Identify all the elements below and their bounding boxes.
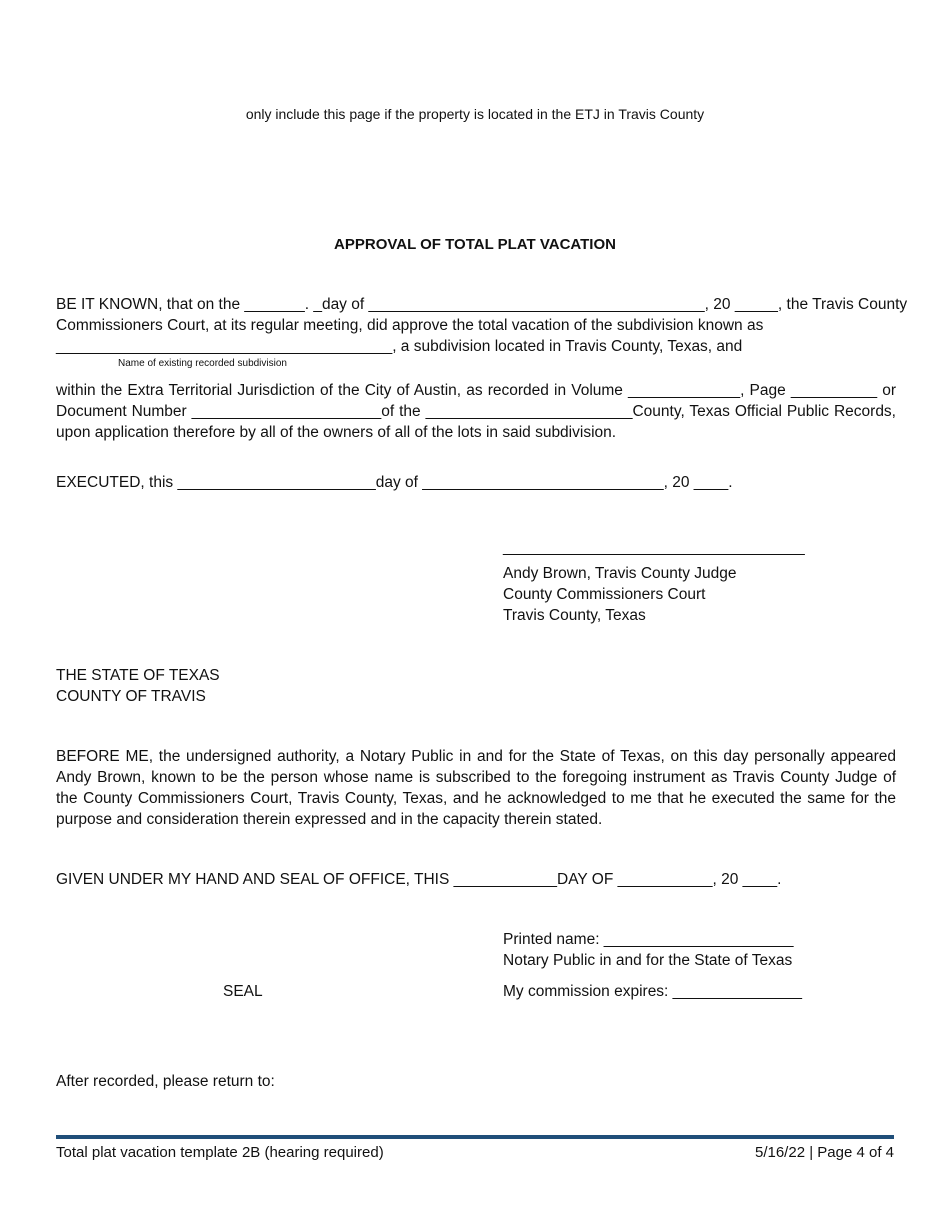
seal-label: SEAL (223, 983, 263, 1000)
given-under-line: GIVEN UNDER MY HAND AND SEAL OF OFFICE, THIS ____________DAY OF ___________, 20 ____. (56, 871, 782, 888)
notary-commission-expires: My commission expires: _______________ (503, 983, 802, 1000)
be-it-known-paragraph (56, 294, 908, 370)
be-it-known-line-1: BE IT KNOWN, that on the _______. _day of _______________________________________, 20 _____, the Travis County (56, 296, 908, 313)
footer-page-info: 5/16/22 | Page 4 of 4 (754, 1144, 894, 1161)
document-title: APPROVAL OF TOTAL PLAT VACATION (334, 236, 616, 253)
notary-printed-name: Printed name: ______________________ (503, 931, 794, 948)
be-it-known-line-3: _______________________________________, a subdivision located in Travis County, Texas, and (56, 338, 743, 355)
venue-block (56, 665, 896, 707)
page-note: only include this page if the property is located in the ETJ in Travis County (245, 106, 705, 122)
judge-county: Travis County, Texas (503, 607, 646, 624)
jurisdiction-line-2: Document Number ______________________of the ________________________County, Texas Official Public Records, (56, 403, 896, 420)
judge-name: Andy Brown, Travis County Judge (503, 565, 737, 582)
jurisdiction-line-3: upon application therefore by all of the owners of all of the lots in said subdivision. (56, 424, 617, 441)
judge-signature-line: ___________________________________ (503, 539, 805, 556)
acknowledgment-line-3: the County Commissioners Court, Travis County, Texas, and he acknowledged to me that he executed the same for the (56, 790, 896, 807)
county-of-travis: COUNTY OF TRAVIS (56, 688, 206, 705)
acknowledgment-line-4: purpose and consideration therein expressed and in the capacity therein stated. (56, 811, 603, 828)
acknowledgment-line-1: BEFORE ME, the undersigned authority, a Notary Public in and for the State of Texas, on this day personally appeared (56, 748, 896, 765)
judge-signature-block (503, 537, 805, 626)
after-recorded-line: After recorded, please return to: (56, 1073, 275, 1090)
footer-template-name: Total plat vacation template 2B (hearing required) (56, 1144, 384, 1161)
acknowledgment-line-2: Andy Brown, known to be the person whose name is subscribed to the foregoing instrument as Travis County Judge of (56, 769, 896, 786)
jurisdiction-line-1: within the Extra Territorial Jurisdiction of the City of Austin, as recorded in Volume _____________, Page __________ or (56, 382, 896, 399)
notary-public-title: Notary Public in and for the State of Texas (503, 952, 793, 969)
subdivision-name-caption: Name of existing recorded subdivision (118, 358, 287, 369)
judge-court: County Commissioners Court (503, 586, 706, 603)
jurisdiction-paragraph (56, 380, 896, 443)
executed-line: EXECUTED, this _______________________day of ____________________________, 20 ____. (56, 474, 733, 491)
notary-signature-block (503, 929, 802, 1002)
state-of-texas: THE STATE OF TEXAS (56, 667, 220, 684)
notary-acknowledgment-paragraph (56, 746, 896, 830)
footer-rule (56, 1135, 894, 1139)
be-it-known-line-2: Commissioners Court, at its regular meeting, did approve the total vacation of the subdivision known as (56, 317, 764, 334)
